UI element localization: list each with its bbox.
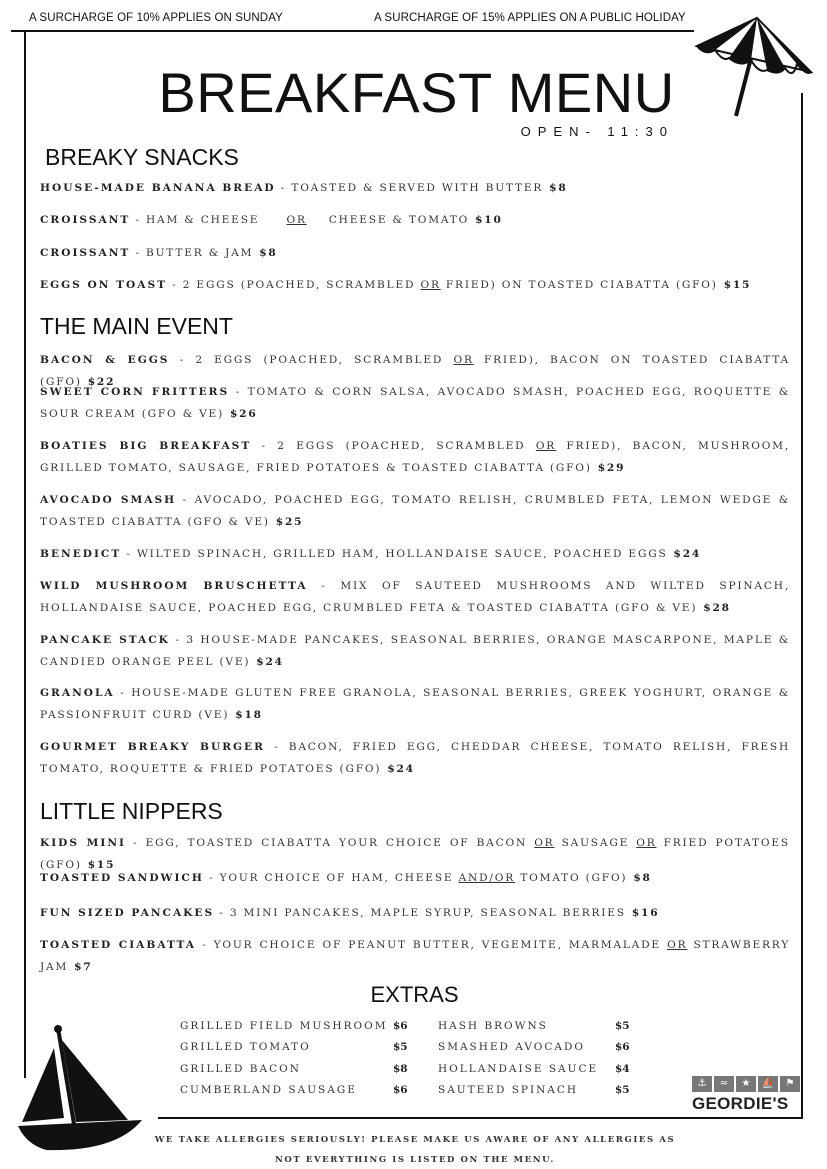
item-desc: SAUSAGE	[554, 837, 637, 849]
item-desc: CHEESE & TOMATO	[328, 214, 470, 226]
item-name: BENEDICT	[40, 548, 122, 560]
sunday-surcharge-notice: A SURCHARGE OF 10% APPLIES ON SUNDAY	[29, 12, 283, 24]
item-name: EGGS ON TOAST	[40, 279, 167, 291]
item-price: $28	[703, 602, 731, 614]
menu-item-toasted-sandwich	[40, 867, 790, 889]
right-border-line	[801, 93, 803, 1119]
item-price: $8	[633, 872, 652, 884]
extra-price: $6	[615, 1041, 630, 1053]
item-desc: FRIED), BACON ON TOASTED CIABATTA (GFO)	[40, 354, 791, 388]
item-price: $7	[74, 961, 93, 973]
item-desc: - 3 HOUSE-MADE PANCAKES, SEASONAL BERRIES, ORANGE MASCARPONE, MAPLE & CANDIED ORANGE PEEL (VE)	[40, 634, 790, 668]
item-desc: - WILTED SPINACH, GRILLED HAM, HOLLANDAISE SAUCE, POACHED EGGS	[121, 548, 668, 560]
section-title-breaky-snacks: BREAKY SNACKS	[45, 144, 239, 170]
item-or: OR	[667, 939, 688, 951]
item-desc: FRIED POTATOES (GFO)	[40, 837, 790, 871]
item-price: $24	[387, 763, 415, 775]
waves-icon: ≈	[714, 1076, 734, 1092]
logo-text: GEORDIE'S	[692, 1094, 789, 1113]
menu-item-eggs-on-toast	[40, 274, 790, 296]
item-desc: - YOUR CHOICE OF HAM, CHEESE	[203, 872, 459, 884]
item-or: OR	[534, 837, 555, 849]
logo-icon-strip	[692, 1076, 800, 1092]
item-price: $16	[631, 907, 660, 919]
item-price: $29	[597, 462, 626, 474]
top-border-line	[11, 30, 694, 32]
extra-name: CUMBERLAND SAUSAGE	[180, 1084, 357, 1096]
section-title-little-nippers: LITTLE NIPPERS	[40, 798, 223, 824]
item-name: FUN SIZED PANCAKES	[40, 907, 215, 919]
extra-price: $4	[615, 1063, 630, 1075]
menu-item-croissant-ham	[40, 209, 790, 231]
item-desc: - YOUR CHOICE OF PEANUT BUTTER, VEGEMITE, MARMALADE	[196, 939, 668, 951]
item-and-or: AND/OR	[458, 872, 516, 884]
item-name: GOURMET BREAKY BURGER	[40, 741, 265, 753]
item-price: $25	[275, 516, 304, 528]
item-name: PANCAKE STACK	[40, 634, 170, 646]
item-desc: - TOASTED & SERVED WITH BUTTER	[275, 182, 544, 194]
item-desc: - AVOCADO, POACHED EGG, TOMATO RELISH, CRUMBLED FETA, LEMON WEDGE & TOASTED CIABATTA (GFO & VE)	[40, 494, 790, 528]
extra-name: HOLLANDAISE SAUCE	[438, 1063, 599, 1075]
item-desc: - 2 EGGS (POACHED, SCRAMBLED	[169, 354, 454, 366]
extra-name: GRILLED FIELD MUSHROOM	[180, 1020, 388, 1032]
item-desc: - BACON, FRIED EGG, CHEDDAR CHEESE, TOMATO RELISH, FRESH TOMATO, ROQUETTE & FRIED POTATOES (GFO)	[40, 741, 791, 775]
item-name: BACON & EGGS	[40, 354, 170, 366]
item-price: $15	[87, 859, 116, 871]
extra-price: $5	[615, 1084, 630, 1096]
extra-price: $5	[393, 1041, 408, 1053]
menu-item-big-breakfast	[40, 435, 790, 479]
menu-item-corn-fritters	[40, 381, 790, 425]
item-price: $8	[259, 247, 278, 259]
item-name: TOASTED SANDWICH	[40, 872, 204, 884]
item-price: $10	[475, 214, 503, 226]
item-name: TOASTED CIABATTA	[40, 939, 196, 951]
allergy-notice: WE TAKE ALLERGIES SERIOUSLY! PLEASE MAKE US AWARE OF ANY ALLERGIES AS NOT EVERYTHING IS LISTED ON THE MENU.	[154, 1135, 676, 1165]
item-desc: - TOMATO & CORN SALSA, AVOCADO SMASH, POACHED EGG, ROQUETTE & SOUR CREAM (GFO & VE)	[40, 386, 790, 420]
extra-price: $8	[393, 1063, 408, 1075]
extra-price: $6	[393, 1020, 408, 1032]
item-desc: TOMATO (GFO)	[515, 872, 628, 884]
item-name: BOATIES BIG BREAKFAST	[40, 440, 252, 452]
item-desc: STRAWBERRY JAM	[40, 939, 791, 973]
menu-item-banana-bread	[40, 177, 790, 199]
boat-icon: ⛵	[758, 1076, 778, 1092]
menu-item-croissant-butter	[40, 242, 790, 264]
item-price: $24	[256, 656, 284, 668]
bottom-border-line	[158, 1117, 803, 1119]
item-price: $8	[549, 182, 568, 194]
item-name: HOUSE-MADE BANANA BREAD	[40, 182, 276, 194]
menu-item-benedict	[40, 543, 790, 565]
item-desc: FRIED), BACON, MUSHROOM, GRILLED TOMATO, SAUSAGE, FRIED POTATOES & TOASTED CIABATTA (GFO)	[40, 440, 790, 474]
holiday-surcharge-notice: A SURCHARGE OF 15% APPLIES ON A PUBLIC HOLIDAY	[374, 12, 686, 24]
page-title: BREAKFAST MENU	[158, 61, 675, 124]
extra-name: GRILLED BACON	[180, 1063, 301, 1075]
item-or: OR	[286, 214, 307, 226]
item-desc: - MIX OF SAUTEED MUSHROOMS AND WILTED SPINACH, HOLLANDAISE SAUCE, POACHED EGG, CRUMBLED FETA & TOASTED CIABATTA (GFO & VE)	[40, 580, 790, 614]
item-desc: - 2 EGGS (POACHED, SCRAMBLED	[166, 279, 421, 291]
item-price: $15	[723, 279, 752, 291]
item-price: $22	[87, 376, 116, 388]
item-or: OR	[535, 440, 557, 452]
menu-item-breaky-burger	[40, 736, 790, 780]
menu-item-avocado-smash	[40, 489, 790, 533]
menu-item-toasted-ciabatta	[40, 934, 790, 978]
extra-name: SAUTEED SPINACH	[438, 1084, 579, 1096]
item-desc: - EGG, TOASTED CIABATTA YOUR CHOICE OF BACON	[125, 837, 535, 849]
item-name: GRANOLA	[40, 687, 115, 699]
extra-price: $6	[393, 1084, 408, 1096]
item-name: CROISSANT	[40, 214, 131, 226]
extra-name: SMASHED AVOCADO	[438, 1041, 586, 1053]
item-desc: - 3 MINI PANCAKES, MAPLE SYRUP, SEASONAL BERRIES	[214, 907, 626, 919]
item-price: $18	[235, 709, 263, 721]
item-name: WILD MUSHROOM BRUSCHETTA	[40, 580, 308, 592]
item-price: $26	[230, 408, 258, 420]
menu-item-fun-pancakes	[40, 902, 790, 924]
item-or: OR	[453, 354, 474, 366]
star-icon: ★	[736, 1076, 756, 1092]
flag-icon: ⚑	[780, 1076, 800, 1092]
item-desc: FRIED) ON TOASTED CIABATTA (GFO)	[440, 279, 718, 291]
extra-name: GRILLED TOMATO	[180, 1041, 311, 1053]
item-name: AVOCADO SMASH	[40, 494, 177, 506]
item-desc: - 2 EGGS (POACHED, SCRAMBLED	[251, 440, 536, 452]
item-desc: - BUTTER & JAM	[130, 247, 254, 259]
item-or: OR	[636, 837, 657, 849]
extra-price: $5	[615, 1020, 630, 1032]
item-desc: - HOUSE-MADE GLUTEN FREE GRANOLA, SEASONAL BERRIES, GREEK YOGHURT, ORANGE & PASSIONFRUIT CURD (VE)	[40, 687, 790, 721]
section-title-main-event: THE MAIN EVENT	[40, 313, 233, 339]
menu-item-granola	[40, 682, 790, 726]
menu-item-pancake-stack	[40, 629, 790, 673]
item-price: $24	[673, 548, 702, 560]
left-border-line	[24, 30, 26, 1078]
section-title-extras: EXTRAS	[370, 982, 459, 1007]
menu-item-mushroom-bruschetta	[40, 575, 790, 619]
item-or: OR	[420, 279, 441, 291]
item-name: KIDS MINI	[40, 837, 126, 849]
sailboat-icon	[18, 1024, 144, 1152]
item-name: CROISSANT	[40, 247, 131, 259]
anchor-icon: ⚓	[692, 1076, 712, 1092]
opening-time: OPEN- 11:30	[520, 124, 674, 139]
item-desc: - HAM & CHEESE	[130, 214, 260, 226]
item-name: SWEET CORN FRITTERS	[40, 386, 230, 398]
extra-name: HASH BROWNS	[438, 1020, 548, 1032]
